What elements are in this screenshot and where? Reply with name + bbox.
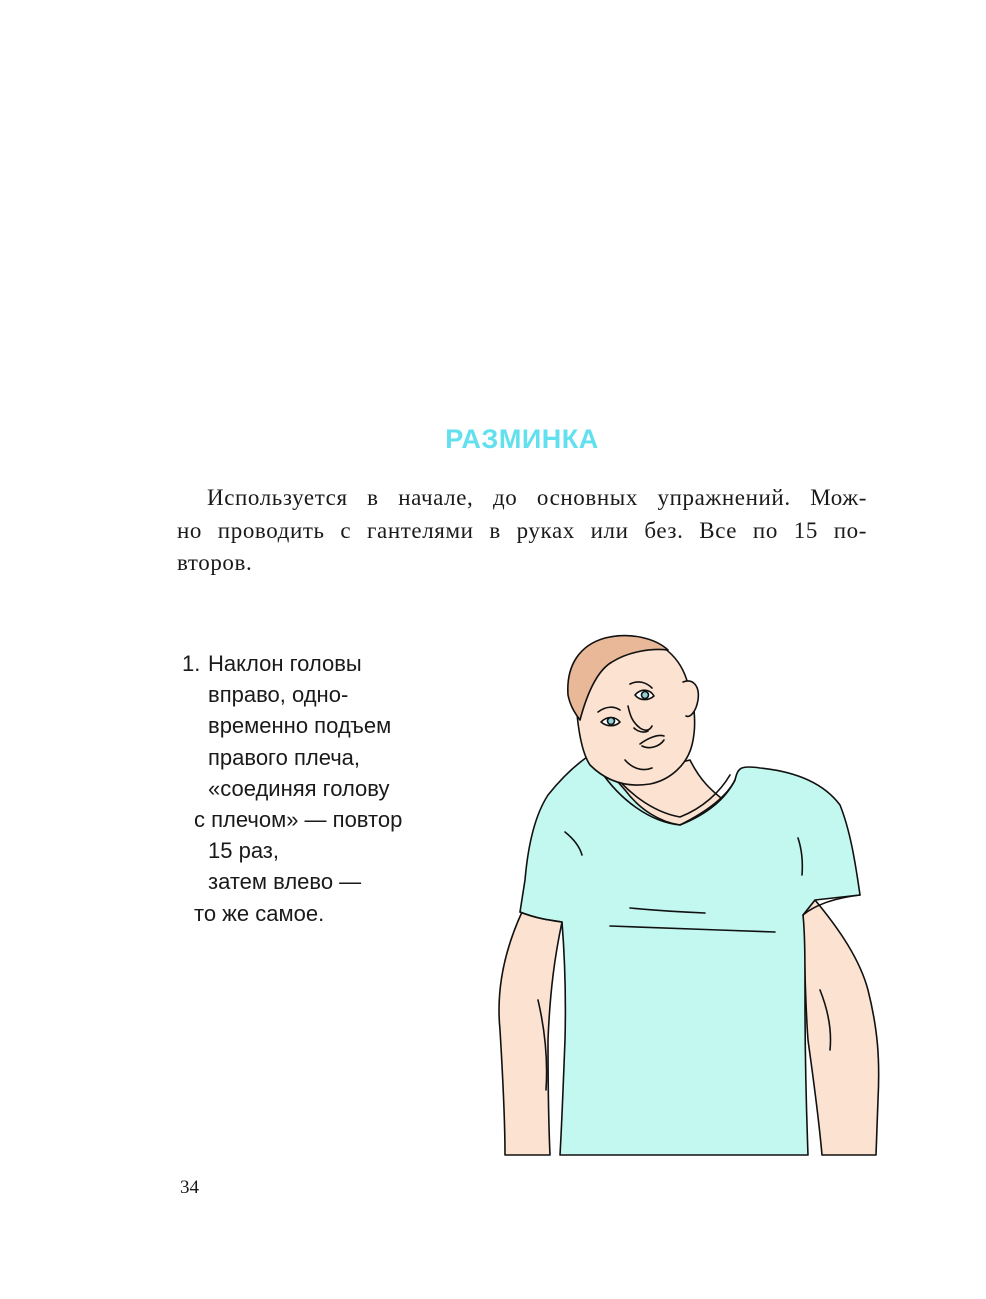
step-line: вправо, одно- <box>208 682 349 708</box>
step-line: затем влево — <box>208 869 362 895</box>
page-number: 34 <box>180 1177 199 1198</box>
step-line: Наклон головы <box>208 651 362 676</box>
step-number: 1. <box>182 651 201 676</box>
step-line: временно подъем <box>208 713 392 739</box>
step-line: «соединяя голову <box>208 775 390 801</box>
step-text <box>194 648 403 929</box>
intro-line: второв. <box>177 550 253 575</box>
intro-paragraph <box>177 482 867 580</box>
left-arm <box>499 912 562 1155</box>
page-title: РАЗМИНКА <box>445 424 599 454</box>
iris <box>608 718 615 725</box>
step-line: правого плеча, <box>208 744 361 770</box>
iris <box>642 692 649 699</box>
intro-line: но проводить с гантелями в руках или без. Все по 15 по- <box>177 517 867 543</box>
exercise-illustration <box>490 630 890 1160</box>
right-arm <box>803 900 879 1155</box>
step-line: 15 раз, <box>208 838 280 864</box>
intro-line: Используется в начале, до основных упражнений. Мож- <box>207 485 867 510</box>
step-line: с плечом» — повтор <box>194 807 403 833</box>
step-line: то же самое. <box>194 900 325 926</box>
exercise-step-1 <box>182 648 402 929</box>
